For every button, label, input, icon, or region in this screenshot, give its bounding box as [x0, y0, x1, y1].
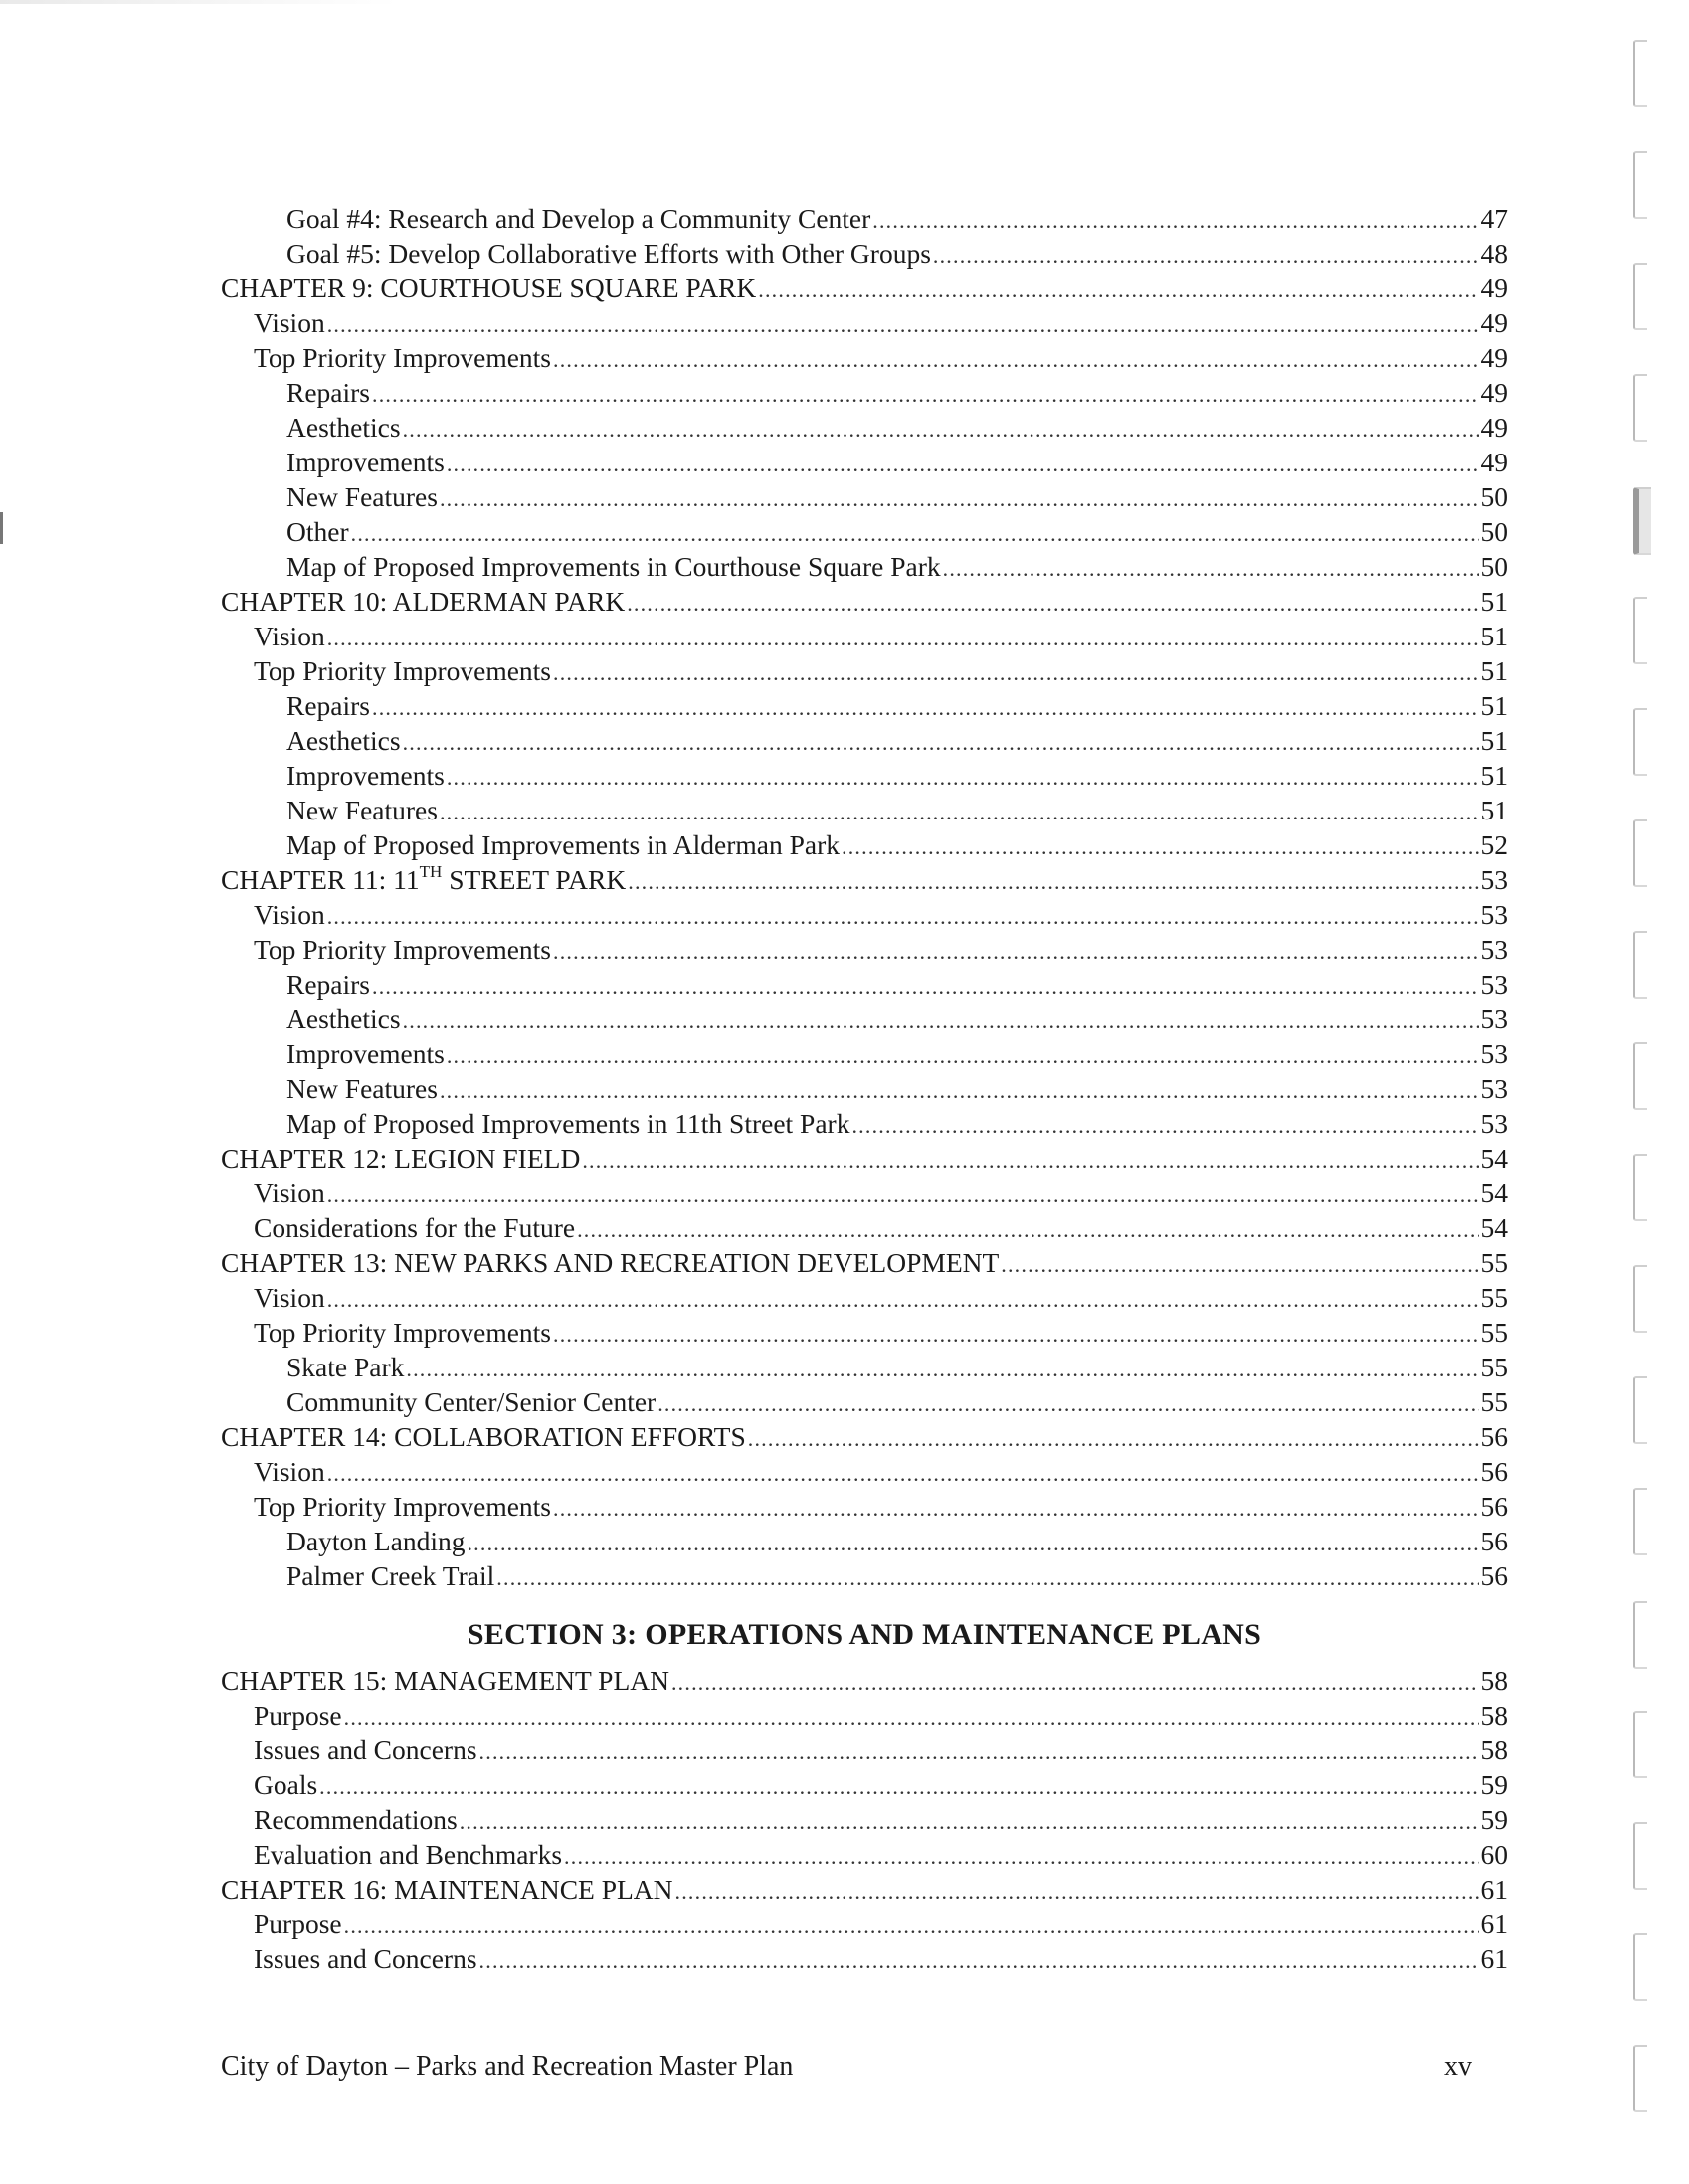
- dot-leader: [372, 969, 1478, 1003]
- toc-entry-label: [286, 688, 370, 723]
- toc-page-number: 61: [1480, 1874, 1508, 1905]
- toc-page-number: 58: [1480, 1700, 1508, 1730]
- dot-leader: [628, 864, 1478, 899]
- toc-entry-label: [254, 340, 551, 375]
- toc-page-number: 53: [1480, 1073, 1508, 1104]
- toc-page-number: 49: [1480, 412, 1508, 443]
- section-heading: SECTION 3: OPERATIONS AND MAINTENANCE PLANS: [467, 1618, 1262, 1651]
- toc-entry-label: [254, 1315, 551, 1350]
- toc-entry-text: Other: [286, 516, 349, 547]
- toc-entry-text: Top Priority Improvements: [254, 342, 552, 373]
- toc-page-number: 49: [1480, 377, 1508, 408]
- dot-leader: [319, 1769, 1478, 1804]
- toc-entry: [221, 897, 1508, 932]
- toc-page-number: 55: [1480, 1317, 1508, 1348]
- toc-entry-label: [286, 236, 931, 271]
- toc-entry-text: Issues and Concerns: [254, 1734, 477, 1765]
- toc-entry: [221, 932, 1508, 967]
- binder-hole: [1633, 374, 1647, 442]
- toc-entry-label: [286, 1001, 401, 1036]
- toc-entry-label: [254, 1907, 342, 1941]
- toc-entry-text: Improvements: [286, 1038, 445, 1069]
- toc-entry-text: STREET PARK: [442, 864, 627, 895]
- toc-entry-text: New Features: [286, 1073, 438, 1104]
- binder-hole: [1633, 597, 1647, 664]
- toc-entry-label: [254, 1837, 562, 1872]
- toc-entry-text: Improvements: [286, 447, 445, 477]
- toc-entry-label: [286, 410, 401, 445]
- toc-entry: [221, 375, 1508, 410]
- toc-entry-label: [286, 1384, 656, 1419]
- toc-entry-label: [221, 862, 626, 897]
- dot-leader: [372, 690, 1478, 725]
- toc-entry: [221, 201, 1508, 236]
- binder-hole: [1633, 1376, 1647, 1444]
- toc-entry: [221, 1698, 1508, 1732]
- toc-chapter-entry: [221, 584, 1508, 619]
- toc-entry-label: [221, 1663, 669, 1698]
- toc-page-number: 55: [1480, 1352, 1508, 1382]
- toc-entry-text: Vision: [254, 307, 325, 338]
- toc-entry-label: [286, 201, 870, 236]
- dot-leader: [440, 795, 1479, 829]
- toc-entry-text: Map of Proposed Improvements in Courthouse Square Park: [286, 551, 941, 582]
- toc-entry: [221, 1941, 1508, 1976]
- dot-leader: [460, 1804, 1479, 1839]
- binder-hole: [1633, 931, 1647, 999]
- toc-entry-label: [286, 967, 370, 1001]
- footer-page-number: xv: [1444, 2051, 1472, 2082]
- toc-entry-text: Vision: [254, 1282, 325, 1313]
- toc-page-number: 53: [1480, 899, 1508, 930]
- toc-page-number: 49: [1480, 342, 1508, 373]
- toc-page-number: 51: [1480, 690, 1508, 721]
- toc-entry: [221, 688, 1508, 723]
- toc-page-number: 59: [1480, 1804, 1508, 1835]
- toc-entry-label: [286, 1350, 404, 1384]
- toc-entry-label: [286, 445, 445, 479]
- table-of-contents: [221, 201, 1508, 1976]
- toc-page-number: 47: [1480, 203, 1508, 234]
- toc-entry-label: [221, 1141, 580, 1176]
- toc-entry: [221, 1106, 1508, 1141]
- toc-entry-label: [286, 1071, 438, 1106]
- dot-leader: [440, 481, 1479, 516]
- binder-hole: [1633, 1265, 1647, 1333]
- toc-entry-text: Dayton Landing: [286, 1526, 466, 1556]
- toc-entry: [221, 1001, 1508, 1036]
- toc-page-number: 50: [1480, 516, 1508, 547]
- binder-holes: [1627, 40, 1667, 2158]
- page-footer: [221, 2051, 1508, 2083]
- toc-entry-label: [254, 1454, 325, 1489]
- toc-entry-label: [254, 1941, 477, 1976]
- toc-page-number: 61: [1480, 1909, 1508, 1939]
- toc-page-number: 56: [1480, 1526, 1508, 1556]
- toc-page-number: 55: [1480, 1386, 1508, 1417]
- toc-page-number: 56: [1480, 1491, 1508, 1522]
- toc-entry-text: New Features: [286, 795, 438, 825]
- toc-entry-text: Improvements: [286, 760, 445, 791]
- binder-hole: [1633, 1154, 1647, 1221]
- toc-chapter-entry: [221, 862, 1508, 897]
- toc-entry-text: Skate Park: [286, 1352, 405, 1382]
- toc-entry-label: [254, 653, 551, 688]
- toc-entry: [221, 1036, 1508, 1071]
- toc-entry: [221, 236, 1508, 271]
- toc-entry-text: Aesthetics: [286, 412, 401, 443]
- toc-page-number: 51: [1480, 586, 1508, 617]
- toc-entry-text: Repairs: [286, 377, 371, 408]
- toc-page-number: 51: [1480, 655, 1508, 686]
- toc-page-number: 56: [1480, 1560, 1508, 1591]
- dot-leader: [403, 412, 1479, 447]
- toc-page-number: 59: [1480, 1769, 1508, 1800]
- toc-entry-label: [221, 584, 625, 619]
- toc-chapter-entry: [221, 271, 1508, 305]
- toc-page-number: 51: [1480, 725, 1508, 756]
- toc-entry-text: Community Center/Senior Center: [286, 1386, 657, 1417]
- dot-leader: [675, 1874, 1479, 1909]
- binder-hole: [1633, 819, 1647, 887]
- toc-entry-text: Goal #5: Develop Collaborative Efforts with Other Groups: [286, 238, 931, 269]
- toc-page-number: 51: [1480, 795, 1508, 825]
- toc-entry-text: Vision: [254, 1456, 325, 1487]
- toc-entry-text: Recommendations: [254, 1804, 458, 1835]
- binder-hole: [1633, 263, 1647, 330]
- dot-leader: [479, 1943, 1479, 1978]
- dot-leader: [582, 1143, 1478, 1178]
- toc-entry-text: Vision: [254, 621, 325, 651]
- binder-hole: [1633, 2045, 1647, 2112]
- dot-leader: [372, 377, 1478, 412]
- toc-entry: [221, 1489, 1508, 1524]
- toc-entry-text: CHAPTER 14: COLLABORATION EFFORTS: [221, 1421, 746, 1452]
- toc-entry-text: Aesthetics: [286, 725, 401, 756]
- dot-leader: [553, 342, 1478, 377]
- toc-entry: [221, 1802, 1508, 1837]
- toc-page-number: 54: [1480, 1212, 1508, 1243]
- dot-leader: [403, 1003, 1479, 1038]
- toc-entry-text: New Features: [286, 481, 438, 512]
- toc-page-number: 53: [1480, 1003, 1508, 1034]
- toc-entry-label: [286, 1558, 494, 1593]
- dot-leader: [671, 1665, 1479, 1700]
- dot-leader: [447, 1038, 1479, 1073]
- toc-entry: [221, 1176, 1508, 1210]
- toc-entry: [221, 445, 1508, 479]
- toc-entry-text: Repairs: [286, 690, 371, 721]
- dot-leader: [553, 655, 1478, 690]
- toc-entry: [221, 1350, 1508, 1384]
- toc-chapter-entry: [221, 1419, 1508, 1454]
- toc-entry-label: [254, 1176, 325, 1210]
- toc-chapter-entry: [221, 1245, 1508, 1280]
- footer-title: City of Dayton – Parks and Recreation Master Plan: [221, 2051, 794, 2082]
- toc-entry-label: [221, 271, 756, 305]
- toc-entry-text: Goals: [254, 1769, 318, 1800]
- dot-leader: [406, 1352, 1478, 1386]
- toc-page-number: 55: [1480, 1282, 1508, 1313]
- dot-leader: [327, 621, 1479, 655]
- toc-entry-text: Purpose: [254, 1909, 342, 1939]
- toc-entry: [221, 1280, 1508, 1315]
- toc-entry-text: Vision: [254, 899, 325, 930]
- toc-entry-label: [286, 1524, 465, 1558]
- toc-page-number: 51: [1480, 760, 1508, 791]
- toc-entry: [221, 619, 1508, 653]
- dot-leader: [447, 760, 1479, 795]
- toc-page-number: 52: [1480, 829, 1508, 860]
- binder-hole: [1633, 1711, 1647, 1778]
- toc-entry: [221, 827, 1508, 862]
- toc-page-number: 53: [1480, 969, 1508, 1000]
- toc-entry-text: CHAPTER 13: NEW PARKS AND RECREATION DEVELOPMENT: [221, 1247, 1000, 1278]
- dot-leader: [564, 1839, 1478, 1874]
- toc-chapter-entry: [221, 1663, 1508, 1698]
- toc-page-number: 54: [1480, 1178, 1508, 1208]
- binder-hole: [1633, 487, 1651, 555]
- toc-entry: [221, 1558, 1508, 1593]
- binder-hole: [1633, 1042, 1647, 1110]
- toc-entry-label: [254, 897, 325, 932]
- toc-page-number: 50: [1480, 551, 1508, 582]
- toc-page-number: 54: [1480, 1143, 1508, 1174]
- toc-entry: [221, 1315, 1508, 1350]
- toc-page-number: 53: [1480, 1038, 1508, 1069]
- toc-entry-text: CHAPTER 9: COURTHOUSE SQUARE PARK: [221, 273, 757, 303]
- dot-leader: [553, 1317, 1478, 1352]
- binder-hole: [1633, 1601, 1647, 1669]
- toc-entry: [221, 1454, 1508, 1489]
- toc-entry-text: Evaluation and Benchmarks: [254, 1839, 563, 1870]
- toc-entry-text: Map of Proposed Improvements in Alderman Park: [286, 829, 841, 860]
- toc-entry-superscript: TH: [419, 862, 443, 881]
- toc-entry-text: Aesthetics: [286, 1003, 401, 1034]
- toc-entry: [221, 305, 1508, 340]
- toc-entry-text: CHAPTER 10: ALDERMAN PARK: [221, 586, 626, 617]
- dot-leader: [344, 1909, 1479, 1943]
- dot-leader: [657, 1386, 1478, 1421]
- toc-entry-label: [286, 479, 438, 514]
- toc-page-number: 53: [1480, 934, 1508, 965]
- toc-entry-text: Repairs: [286, 969, 371, 1000]
- toc-entry: [221, 758, 1508, 793]
- toc-entry-label: [254, 932, 551, 967]
- toc-entry-label: [221, 1872, 673, 1907]
- dot-leader: [758, 273, 1478, 307]
- toc-entry-text: Palmer Creek Trail: [286, 1560, 495, 1591]
- dot-leader: [467, 1526, 1478, 1560]
- toc-entry: [221, 1210, 1508, 1245]
- dot-leader: [872, 203, 1478, 238]
- toc-entry-label: [286, 549, 941, 584]
- toc-entry-label: [286, 793, 438, 827]
- toc-entry-text: CHAPTER 12: LEGION FIELD: [221, 1143, 581, 1174]
- toc-entry-label: [286, 514, 349, 549]
- dot-leader: [327, 307, 1479, 342]
- dot-leader: [933, 238, 1479, 273]
- toc-page-number: 49: [1480, 307, 1508, 338]
- toc-entry-text: Top Priority Improvements: [254, 655, 552, 686]
- toc-page-number: 60: [1480, 1839, 1508, 1870]
- toc-entry-label: [254, 1210, 575, 1245]
- toc-entry: [221, 723, 1508, 758]
- toc-entry-label: [254, 1280, 325, 1315]
- dot-leader: [447, 447, 1479, 481]
- toc-entry-text: CHAPTER 16: MAINTENANCE PLAN: [221, 1874, 673, 1905]
- toc-entry-label: [286, 1036, 445, 1071]
- toc-entry: [221, 1732, 1508, 1767]
- toc-entry-label: [286, 1106, 849, 1141]
- toc-entry-label: [254, 1767, 317, 1802]
- toc-entry: [221, 793, 1508, 827]
- dot-leader: [479, 1734, 1479, 1769]
- dot-leader: [1001, 1247, 1478, 1282]
- toc-entry-text: Issues and Concerns: [254, 1943, 477, 1974]
- toc-entry: [221, 549, 1508, 584]
- binder-hole: [1633, 1822, 1647, 1890]
- toc-entry-label: [254, 619, 325, 653]
- toc-entry: [221, 653, 1508, 688]
- dot-leader: [327, 1456, 1479, 1491]
- toc-page-number: 58: [1480, 1665, 1508, 1696]
- toc-page-number: 49: [1480, 273, 1508, 303]
- scan-mark: [0, 512, 3, 544]
- toc-entry-text: Considerations for the Future: [254, 1212, 576, 1243]
- toc-entry-text: CHAPTER 11: 11: [221, 864, 420, 895]
- dot-leader: [842, 829, 1478, 864]
- toc-entry-label: [286, 827, 840, 862]
- toc-entry: [221, 967, 1508, 1001]
- toc-entry: [221, 1767, 1508, 1802]
- toc-entry-text: Vision: [254, 1178, 325, 1208]
- toc-page-number: 49: [1480, 447, 1508, 477]
- toc-entry-text: Map of Proposed Improvements in 11th Street Park: [286, 1108, 850, 1139]
- toc-entry: [221, 410, 1508, 445]
- toc-page-number: 48: [1480, 238, 1508, 269]
- toc-entry-text: Goal #4: Research and Develop a Community Center: [286, 203, 871, 234]
- toc-entry: [221, 514, 1508, 549]
- binder-hole: [1633, 1933, 1647, 2001]
- toc-entry-label: [221, 1245, 999, 1280]
- toc-entry-text: Top Priority Improvements: [254, 1317, 552, 1348]
- toc-page-number: 53: [1480, 864, 1508, 895]
- scan-edge: [0, 0, 398, 4]
- dot-leader: [553, 1491, 1478, 1526]
- toc-entry: [221, 1071, 1508, 1106]
- toc-entry-text: Top Priority Improvements: [254, 1491, 552, 1522]
- dot-leader: [943, 551, 1479, 586]
- dot-leader: [440, 1073, 1479, 1108]
- toc-entry-text: Top Priority Improvements: [254, 934, 552, 965]
- toc-entry-label: [286, 758, 445, 793]
- toc-entry-label: [286, 723, 401, 758]
- toc-entry: [221, 1837, 1508, 1872]
- dot-leader: [851, 1108, 1478, 1143]
- toc-entry-label: [254, 1732, 477, 1767]
- toc-entry: [221, 1524, 1508, 1558]
- dot-leader: [748, 1421, 1479, 1456]
- dot-leader: [327, 1178, 1479, 1212]
- dot-leader: [627, 586, 1478, 621]
- dot-leader: [577, 1212, 1478, 1247]
- toc-page-number: 56: [1480, 1421, 1508, 1452]
- toc-chapter-entry: [221, 1872, 1508, 1907]
- toc-entry-label: [254, 305, 325, 340]
- toc-entry-label: [254, 1489, 551, 1524]
- toc-entry: [221, 1907, 1508, 1941]
- dot-leader: [351, 516, 1479, 551]
- toc-entry: [221, 479, 1508, 514]
- toc-entry: [221, 1384, 1508, 1419]
- toc-page-number: 58: [1480, 1734, 1508, 1765]
- toc-page-number: 53: [1480, 1108, 1508, 1139]
- binder-hole: [1633, 40, 1647, 107]
- toc-page-number: 61: [1480, 1943, 1508, 1974]
- toc-page-number: 50: [1480, 481, 1508, 512]
- toc-page-number: 55: [1480, 1247, 1508, 1278]
- toc-entry-text: Purpose: [254, 1700, 342, 1730]
- toc-page-number: 56: [1480, 1456, 1508, 1487]
- toc-entry-label: [221, 1419, 746, 1454]
- toc-page-number: 51: [1480, 621, 1508, 651]
- dot-leader: [344, 1700, 1479, 1734]
- dot-leader: [403, 725, 1479, 760]
- toc-entry-label: [254, 1698, 342, 1732]
- dot-leader: [327, 899, 1479, 934]
- toc-entry-label: [254, 1802, 458, 1837]
- dot-leader: [553, 934, 1478, 969]
- dot-leader: [327, 1282, 1479, 1317]
- toc-chapter-entry: [221, 1141, 1508, 1176]
- binder-hole: [1633, 1488, 1647, 1555]
- dot-leader: [496, 1560, 1478, 1595]
- toc-entry-text: CHAPTER 15: MANAGEMENT PLAN: [221, 1665, 669, 1696]
- binder-hole: [1633, 151, 1647, 219]
- toc-entry: [221, 340, 1508, 375]
- binder-hole: [1633, 708, 1647, 776]
- toc-entry-label: [286, 375, 370, 410]
